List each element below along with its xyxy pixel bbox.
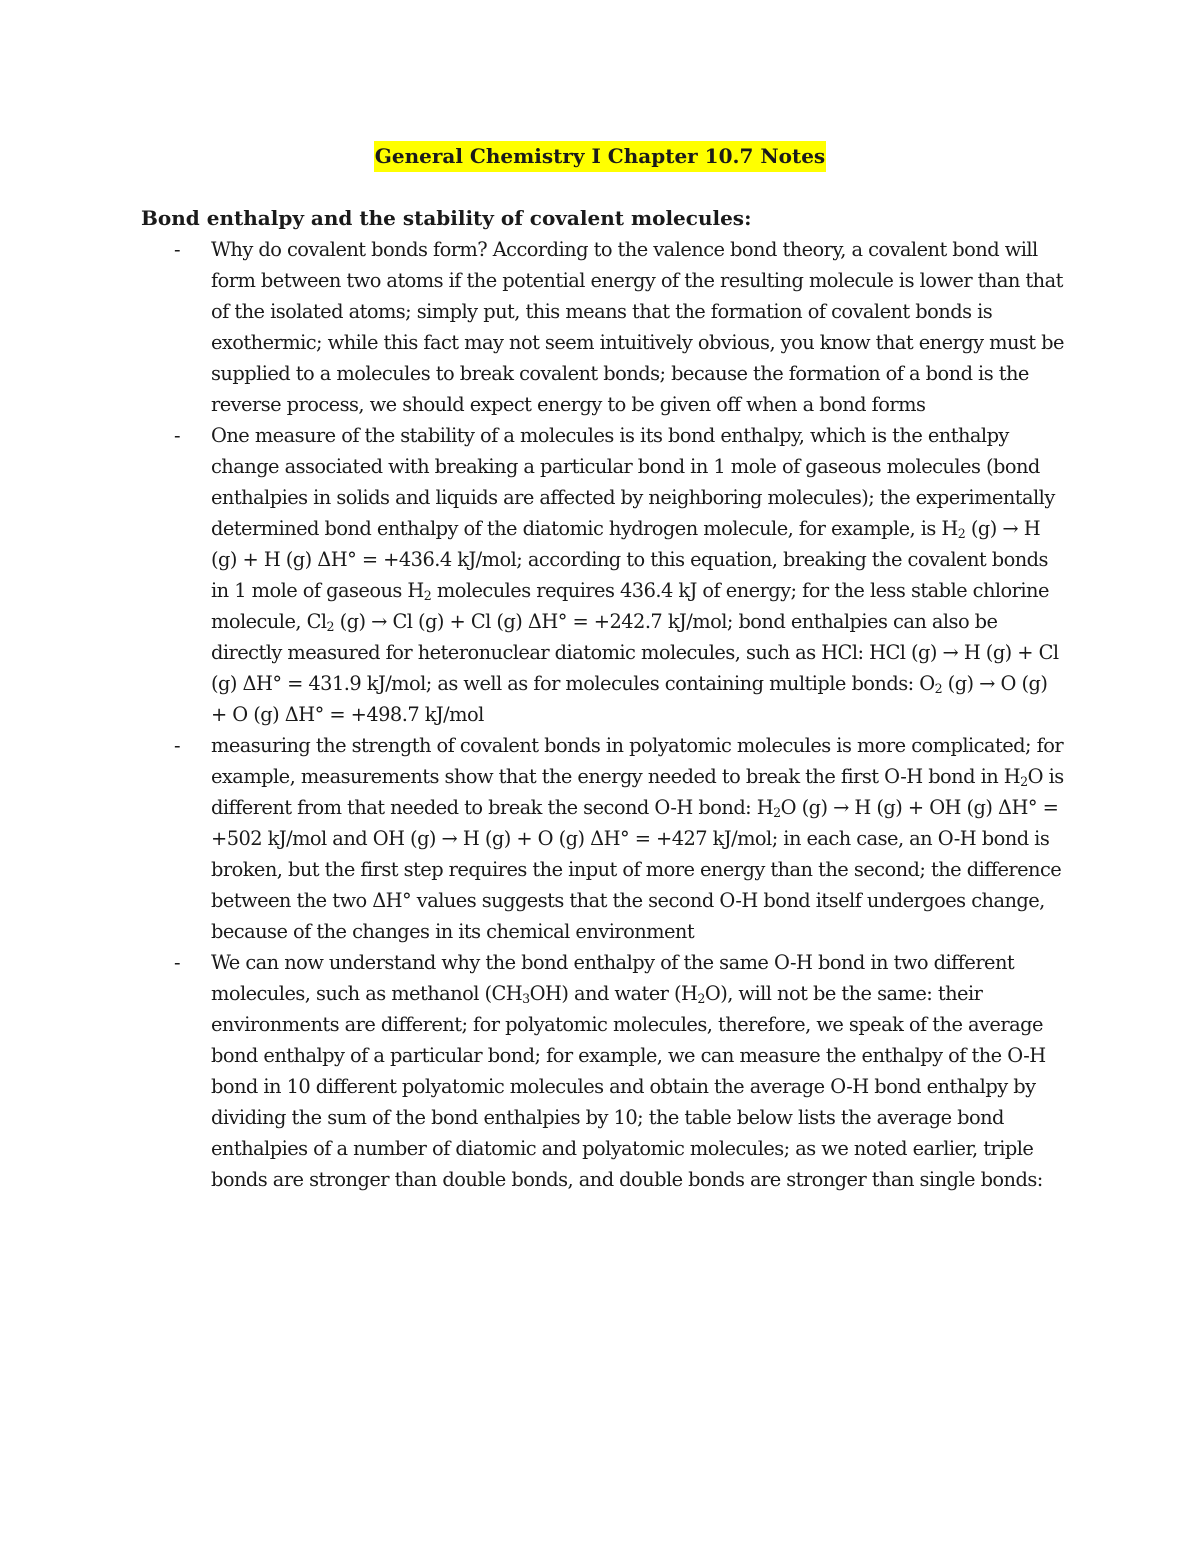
bullet-text: Why do covalent bonds form? According to the valence bond theory, a covalent bond will form between two atoms if the potential energy of the resulting molecule is lower than that of the isolated atoms; simply put, this means that the formation of covalent bonds is exothermic; while this fact may not seem intuitively obvious, you know that energy must be supplied to a molecules to break covalent bonds; because the formation of a bond is the reverse process, we should expect energy to be given off when a bond forms: [211, 238, 1064, 416]
bullet-marker: -: [174, 424, 181, 447]
bullet-item: [141, 234, 1066, 420]
bullet-text: We can now understand why the bond enthalpy of the same O-H bond in two different molecules, such as methanol $(CH_3OH)$ and water $(H_2O)$, will not be the same: their environments are different; for polyatomic molecules, therefore, we speak of the average bond enthalpy of a particular bond; for example, we can measure the enthalpy of the O-H bond in 10 different polyatomic molecules and obtain the average O-H bond enthalpy by dividing the sum of the bond enthalpies by 10; the table below lists the average bond enthalpies of a number of diatomic and polyatomic molecules; as we noted earlier, triple bonds are stronger than double bonds, and double bonds are stronger than single bonds:: [211, 951, 1046, 1191]
bullet-item: [141, 420, 1066, 730]
page-title: General Chemistry I Chapter 10.7 Notes: [374, 141, 826, 172]
bullet-item: [141, 730, 1066, 947]
bullet-list: [141, 234, 1066, 1195]
bullet-marker: -: [174, 238, 181, 261]
bullet-marker: -: [174, 734, 181, 757]
bullet-text: One measure of the stability of a molecules is its bond enthalpy, which is the enthalpy change associated with breaking a particular bond in 1 mole of gaseous molecules (bond enthalpies in solids and liquids are affected by neighboring molecules); the experimentally determined bond enthalpy of the diatomic hydrogen molecule, for example, is $H_2$ (g) → H (g) + H (g) ΔH° = +436.4 kJ/mol; according to this equation, breaking the covalent bonds in 1 mole of gaseous $H_2$ molecules requires 436.4 kJ of energy; for the less stable chlorine molecule, $Cl_2$ (g) → Cl (g) + Cl (g) ΔH° = +242.7 kJ/mol; bond enthalpies can also be directly measured for heteronuclear diatomic molecules, such as HCl: HCl (g) → H (g) + Cl (g) ΔH° = 431.9 kJ/mol; as well as for molecules containing multiple bonds: $O_2$ (g) → O (g) + O (g) ΔH° = +498.7 kJ/mol: [211, 424, 1059, 726]
section-heading: Bond enthalpy and the stability of covalent molecules:: [141, 206, 752, 230]
title-container: [0, 141, 1200, 172]
bullet-marker: -: [174, 951, 181, 974]
bullet-text: measuring the strength of covalent bonds in polyatomic molecules is more complicated; for example, measurements show that the energy needed to break the first O-H bond in $H_2O$ is different from that needed to break the second O-H bond: $H_2O$ (g) → H (g) + OH (g) ΔH° = +502 kJ/mol and OH (g) → H (g) + O (g) ΔH° = +427 kJ/mol; in each case, an O-H bond is broken, but the first step requires the input of more energy than the second; the difference between the two ΔH° values suggests that the second O-H bond itself undergoes change, because of the changes in its chemical environment: [211, 734, 1064, 943]
bullet-item: [141, 947, 1066, 1195]
